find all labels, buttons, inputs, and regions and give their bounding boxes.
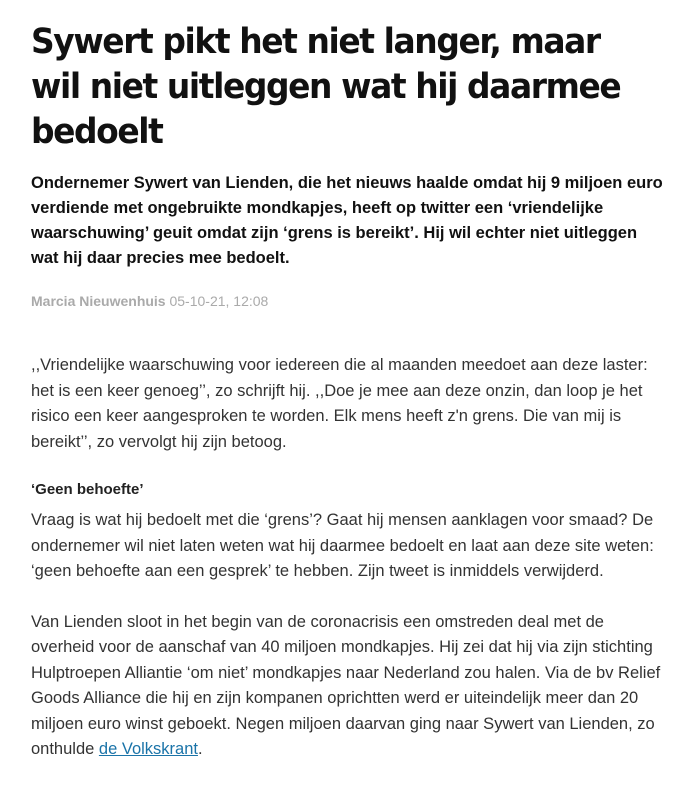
body-paragraph: Vraag is wat hij bedoelt met die ‘grens’? Gaat hij mensen aanklagen voor smaad? De ondernemer wil niet laten weten wat hij daarmee bedoelt en laat aan deze site weten: ‘geen behoefte aan een gesprek’ te hebben. Zijn tweet is inmiddels verwijderd. (31, 511, 654, 580)
publish-date: 05-10-21, 12:08 (169, 293, 269, 309)
body-paragraph (31, 610, 663, 763)
article-intro: Ondernemer Sywert van Lienden, die het nieuws haalde omdat hij 9 miljoen euro verdiende met ongebruikte mondkapjes, heeft op twitter een ‘vriendelijke waarschuwing’ geuit omdat zijn ‘grens is bereikt’. Hij wil echter niet uitleggen wat hij daar precies mee bedoelt. (31, 174, 663, 267)
paragraph-end: . (197, 740, 203, 758)
body-paragraph: ,,Vriendelijke waarschuwing voor iedereen die al maanden meedoet aan deze laster: het is een keer genoeg’’, zo schrijft hij. ,,Doe je mee aan deze onzin, dan loop je het risico een keer aangesproken te worden. Elk mens heeft z'n grens. Die van mij is bereikt’’, zo vervolgt hij zijn betoog. (31, 356, 648, 451)
paragraph-text: Van Lienden sloot in het begin van de coronacrisis een omstreden deal met de overheid voor de aanschaf van 40 miljoen mondkapjes. Hij zei dat hij via zijn stichting Hulptroepen Alliantie ‘om niet’ mondkapjes naar Nederland zou halen. Via de bv Relief Goods Alliance die hij en zijn kompanen oprichtten werd er uiteindelijk meer dan 20 miljoen euro winst geboekt. Negen miljoen daarvan ging naar Sywert van Lienden, zo onthulde (31, 612, 661, 758)
volkskrant-link[interactable]: de Volkskrant (98, 740, 198, 758)
subheading: ‘Geen behoefte’ (31, 481, 144, 498)
byline (31, 291, 661, 311)
author-name[interactable]: Marcia Nieuwenhuis (31, 293, 166, 309)
article-body (31, 353, 661, 763)
article (31, 0, 661, 763)
article-headline: Sywert pikt het niet langer, maar wil niet uitleggen wat hij daarmee bedoelt (31, 22, 621, 152)
